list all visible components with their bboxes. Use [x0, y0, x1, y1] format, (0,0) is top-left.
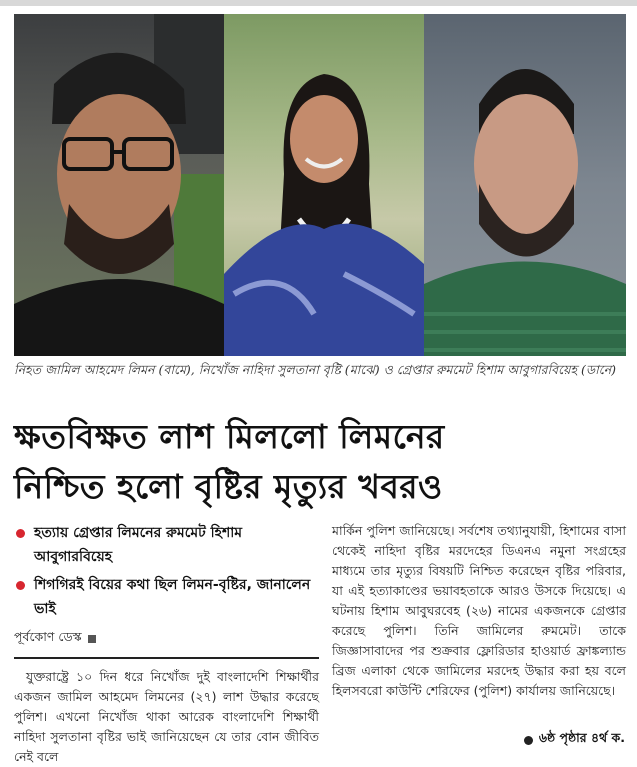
bullet-point — [14, 521, 319, 569]
square-marker-icon — [88, 635, 96, 643]
headline-line-1: ক্ষতবিক্ষত লাশ মিললো লিমনের — [14, 417, 445, 456]
continued-text: ৬ষ্ঠ পৃষ্ঠার ৪র্থ ক. — [538, 730, 625, 745]
photo-strip — [14, 14, 626, 356]
continued-note — [524, 730, 625, 750]
bullet-point — [14, 573, 319, 621]
headline — [14, 412, 626, 512]
page-top-rule — [0, 0, 637, 6]
left-column — [14, 521, 319, 767]
bullet-text: হত্যায় গ্রেপ্তার লিমনের রুমমেট হিশাম আবুগারবিয়েহ — [34, 525, 243, 565]
photo-caption: নিহত জামিল আহমেদ লিমন (বামে), নিখোঁজ নাহিদা সুলতানা বৃষ্টি (মাঝে) ও গ্রেপ্তার রুমমেট হিশাম আবুগারবিয়েহ (ডানে) — [14, 362, 617, 377]
byline — [14, 629, 319, 649]
byline-text: পূর্বকোণ ডেস্ক — [14, 629, 82, 644]
column-divider — [14, 657, 319, 659]
bullet-dot-icon — [16, 581, 25, 590]
photo-limon — [14, 14, 224, 356]
headline-line-2: নিশ্চিত হলো বৃষ্টির মৃত্যুর খবরও — [14, 467, 443, 506]
article-body-right: মার্কিন পুলিশ জানিয়েছে। সর্বশেষ তথ্যানুযায়ী, হিশামের বাসা থেকেই নাহিদা বৃষ্টির মরদেহের ডিএনএ নমুনা সংগ্রহের মাধ্যমে তার মৃত্যুর বিষয়টি নিশ্চিত করেছেন বৃষ্টির পরিবার, যা এই হত্যাকাণ্ডের ভয়াবহতাকে আরও উসকে দিয়েছে। এ ঘটনায় হিশাম আবুঘরবেহ (২৬) নামের একজনকে গ্রেপ্তার করেছে পুলিশ। তিনি জামিলের রুমমেট। তাকে জিজ্ঞাসাবাদের পর শুক্রবার ফ্লোরিডার হাওয়ার্ড ফ্রাঙ্কল্যান্ড ব্রিজ এলাকা থেকে জামিলের মরদেহ উদ্ধার করা হয় বলে হিলসবরো কাউন্টি শেরিফের (পুলিশ) কার্যালয় জানিয়েছে। — [332, 523, 626, 698]
continued-dot-icon — [524, 736, 533, 745]
bullet-dot-icon — [16, 529, 25, 538]
photo-nahida — [224, 14, 424, 356]
article-body-left: যুক্তরাষ্ট্রে ১০ দিন ধরে নিখোঁজ দুই বাংলাদেশি শিক্ষার্থীর একজন জামিল আহমেদ লিমনের (২৭) লাশ উদ্ধার করেছে পুলিশ। এখনো নিখোঁজ থাকা আরেক বাংলাদেশি শিক্ষার্থী নাহিদা সুলতানা বৃষ্টির ভাই জানিয়েছেন যে তার বোন জীবিত নেই বলে — [14, 669, 319, 764]
bullet-text: শিগগিরই বিয়ের কথা ছিল লিমন-বৃষ্টির, জানালেন ভাই — [34, 577, 311, 617]
photo-hisham — [424, 14, 626, 356]
